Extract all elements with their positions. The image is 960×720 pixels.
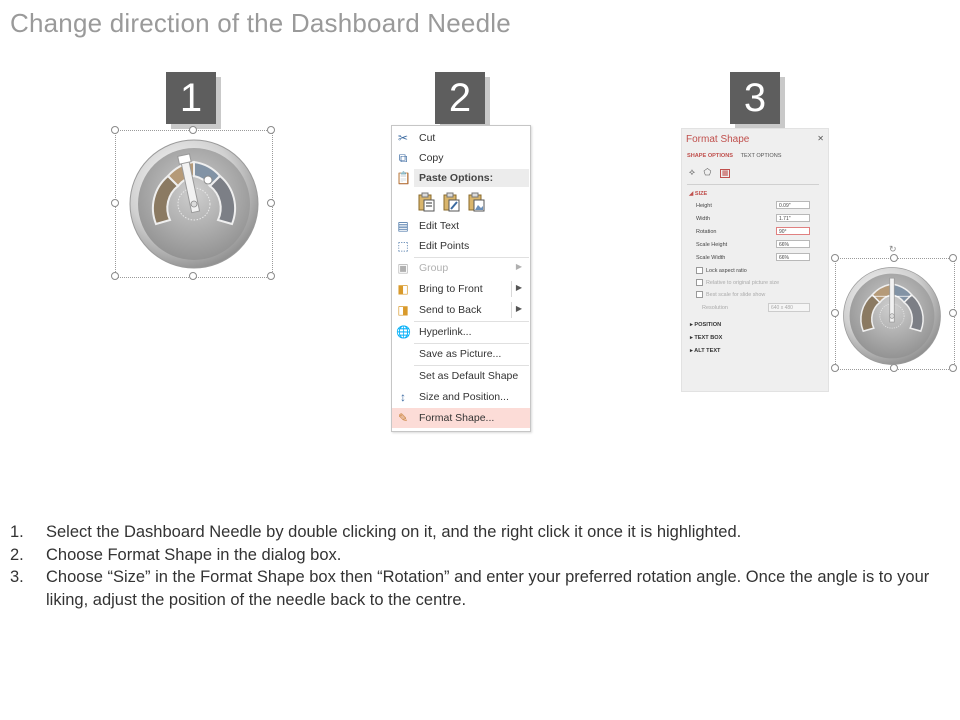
menu-item-set-default-shape[interactable]: Set as Default Shape <box>419 370 519 382</box>
section-position[interactable]: ▸ POSITION <box>690 322 722 328</box>
scissors-icon: ✂ <box>397 131 409 145</box>
resize-handle[interactable] <box>267 126 275 134</box>
rotation-input[interactable]: 90° <box>776 227 810 235</box>
field-height: Height 0.09" <box>696 201 814 211</box>
format-shape-pane <box>681 128 829 392</box>
menu-item-hyperlink[interactable]: 🌐 Hyperlink... <box>396 325 472 339</box>
list-item: 3. Choose “Size” in the Format Shape box then “Rotation” and enter your preferred rotation angle. Once the angle is to your liking, adjust the position of the needle back to the centre. <box>10 568 930 609</box>
field-width: Width 1.71" <box>696 214 814 224</box>
resize-handle[interactable] <box>267 199 275 207</box>
context-menu <box>391 125 531 432</box>
submenu-arrow-icon[interactable]: ▶ <box>515 304 522 313</box>
hyperlink-icon: 🌐 <box>396 325 411 339</box>
menu-item-save-as-picture[interactable]: Save as Picture... <box>419 348 502 360</box>
effects-icon[interactable]: ⬠ <box>703 167 712 177</box>
menu-item-cut[interactable]: ✂ Cut <box>397 131 436 145</box>
step-badge-3: 3 <box>730 72 780 124</box>
menu-item-copy[interactable]: ⧉ Copy <box>392 148 530 168</box>
resize-handle[interactable] <box>890 254 898 262</box>
dashboard-gauge-3[interactable] <box>842 266 942 366</box>
resize-handle[interactable] <box>111 126 119 134</box>
field-scale-height: Scale Height 66% <box>696 240 814 250</box>
scale-height-input[interactable]: 66% <box>776 240 810 248</box>
menu-item-edit-text[interactable]: ▤ Edit Text <box>397 219 460 233</box>
section-size[interactable]: ◢ SIZE <box>689 191 708 197</box>
dashboard-gauge-1[interactable] <box>128 138 260 270</box>
send-to-back-icon: ◨ <box>397 303 409 317</box>
resize-handle[interactable] <box>831 309 839 317</box>
menu-item-edit-points[interactable]: ⬚ Edit Points <box>397 239 470 253</box>
tab-text-options[interactable]: TEXT OPTIONS <box>740 153 782 159</box>
submenu-arrow-icon[interactable]: ▶ <box>515 283 522 292</box>
list-item: 1. Select the Dashboard Needle by double clicking on it, and the right click it once it is highlighted. <box>10 523 742 541</box>
resize-handle[interactable] <box>949 309 957 317</box>
paste-options-header: Paste Options: <box>414 169 529 187</box>
section-alt-text[interactable]: ▸ ALT TEXT <box>690 348 721 354</box>
width-input[interactable]: 1.71" <box>776 214 810 222</box>
resize-handle[interactable] <box>111 199 119 207</box>
paste-use-destination-icon[interactable] <box>443 192 461 212</box>
field-scale-width: Scale Width 66% <box>696 253 814 263</box>
resize-handle[interactable] <box>949 364 957 372</box>
resolution-select: 640 x 480 <box>768 303 810 312</box>
edit-points-icon: ⬚ <box>397 239 409 253</box>
height-input[interactable]: 0.09" <box>776 201 810 209</box>
resize-handle[interactable] <box>831 254 839 262</box>
group-icon: ▣ <box>397 261 409 275</box>
step-badge-1: 1 <box>166 72 216 124</box>
menu-item-group: ▣ Group ▶ <box>397 261 522 275</box>
menu-item-size-and-position[interactable]: ↕ Size and Position... <box>392 387 530 407</box>
paste-keep-source-icon[interactable] <box>418 192 436 212</box>
menu-item-format-shape[interactable]: ✎ Format Shape... <box>392 408 530 428</box>
section-text-box[interactable]: ▸ TEXT BOX <box>690 335 723 341</box>
lock-aspect-checkbox[interactable]: Lock aspect ratio <box>696 267 747 274</box>
resize-handle[interactable] <box>949 254 957 262</box>
size-properties-icon[interactable]: ▦ <box>721 170 729 177</box>
resize-handle[interactable] <box>111 272 119 280</box>
format-shape-icon: ✎ <box>397 411 409 425</box>
edit-text-icon: ▤ <box>397 219 409 233</box>
paste-icon: 📋 <box>396 171 411 185</box>
tab-shape-options[interactable]: SHAPE OPTIONS <box>687 153 734 159</box>
page-title: Change direction of the Dashboard Needle <box>10 8 511 38</box>
best-scale-checkbox: Best scale for slide show <box>696 291 765 298</box>
fill-line-icon[interactable]: ⟡ <box>689 167 695 177</box>
step-badge-2: 2 <box>435 72 485 124</box>
scale-width-input[interactable]: 66% <box>776 253 810 261</box>
field-rotation: Rotation 90° <box>696 227 814 237</box>
menu-item-bring-to-front[interactable]: ◧ Bring to Front ▶ <box>397 282 522 296</box>
relative-original-checkbox: Relative to original picture size <box>696 279 779 286</box>
bring-to-front-icon: ◧ <box>397 282 409 296</box>
menu-item-send-to-back[interactable]: ◨ Send to Back ▶ <box>397 303 522 317</box>
resize-handle[interactable] <box>831 364 839 372</box>
paste-picture-icon[interactable] <box>468 192 486 212</box>
resize-handle[interactable] <box>267 272 275 280</box>
resize-handle[interactable] <box>189 126 197 134</box>
resolution-label: Resolution <box>702 305 728 311</box>
copy-icon: ⧉ <box>398 151 408 165</box>
submenu-arrow-icon: ▶ <box>515 262 522 271</box>
pane-title: Format Shape <box>686 134 750 145</box>
list-item: 2. Choose Format Shape in the dialog box. <box>10 545 342 564</box>
size-position-icon: ↕ <box>400 390 406 404</box>
resize-handle[interactable] <box>189 272 197 280</box>
close-icon[interactable]: ✕ <box>817 134 824 143</box>
instructions-list <box>10 521 930 611</box>
rotate-handle-icon[interactable]: ↻ <box>889 244 897 254</box>
